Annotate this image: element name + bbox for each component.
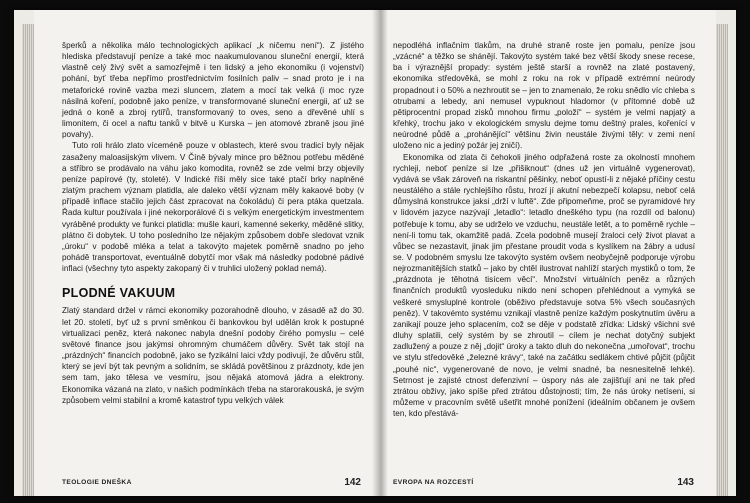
running-footer: EVROPA NA ROZCESTÍ	[393, 479, 474, 486]
paragraph: nepodléhá inflačním tlakům, na druhé straně roste jen pomalu, peníze jsou „vzácné“ a těžko se shánějí. Takovýto systém také bez větší škody snese recese, ba i výraznější propady: systém ještě starší a rovněž na zlaté postavený, ekonomika středověká, se mohl z roku na rok v případě extrémní neúrody propadnout i o 50% a nezhroutit se – jen to znamenalo, že roku snědlo víc chleba s otrubami a lebedy, ani nemusel vypuknout hladomor (v přítomné době už pětiprocentní propad zisků mnohou firmu „položí“ – systém je velmi napjatý a křehký, trochu jako v ekologickém smyslu dejme tomu deštný prales, kořenící v neúrodné půdě a „prohánějící“ většinu živin neustále živými těly: v zemi není uloženo nic a jediný požár jej zničí).	[393, 41, 695, 151]
book-gutter	[372, 10, 388, 496]
paragraph: Zlatý standard držel v rámci ekonomiky pozorahodně dlouho, v zásadě až do 30. let 20. století, byť už s první směnkou či bankovkou byl udělán krok k postupné virtualizaci peněz, která nakonec nabyla dnešní podoby čirého pomyslu – celé světové finance jsou jakýmsi ohromným chumáčem důvěry. Svět tak stojí na „prázdných“ financích podobně, jako se fyzikální laici vždy podivují, že důvěru stůl, který se jeví být tak pevným a solidním, se skládá povětšinou z prázdnoty, kde jen sem tam, jako tělesa ve vesmíru, jsou nějaká atomová jádra a elektrony. Ekonomika vázaná na zlato, v našich podmínkách třeba na starorakouská, je svým způsobem velmi stabilní a kromě katastrof typu velkých válek	[62, 306, 364, 405]
paragraph: šperků a několika málo technologických aplikací „k ničemu není“). Z jistého hlediska představují peníze a také moc naakumulovanou sluneční energií, která vlastně celý živý svět a samozřejmě i ten lidský a jeho ekonomiku (i vojenství) pohání, byť třeba nepřímo prostřednictvím fosilních paliv – snad proto je i na metaforické rovině vazba mezi sluncem, zlatem a mocí tak velká (i moc ryze násilná koření, podobně jako peníze, v transformované sluneční energii, ať už se jedná o koně a zbroj rytířů, transformovaný to oves, seno a dřevěné uhlí s limonitem, či ocel a naftu tanků v bitvě u Kurska – jen atomové zbraně jsou jiné povahy).	[62, 41, 364, 140]
right-page-edges	[716, 24, 728, 496]
book-spread	[14, 10, 736, 496]
page-number: 143	[677, 477, 694, 488]
section-heading: PLODNÉ VAKUUM	[62, 286, 176, 301]
right-page-text	[393, 40, 695, 419]
page-number: 142	[344, 477, 361, 488]
paragraph: Ekonomika od zlata či čehokoli jiného odpřažená roste za okolností mnohem rychleji, neboť peníze si lze „přišiknout“ (dnes už jen virtuálně vygenerovat), vydává se však zároveň na riskantní pěšinky, neboť opustí-li z nějaké příčiny cestu neustálého a stále rychlejšího růstu, hrozí jí akutní nebezpečí kolapsu, neboť celá důmyslná konstrukce jaksi „drží v luftě“. Zde připomeňme, proč se pyramidové hry v lidovém jazyce nazývají „letadlo“: letadlo dneškého typu (na rozdíl od balonu) potřebuje k tomu, aby se udrželo ve vzduchu, neustále letět, a to poměrně rychle – není-li tomu tak, okamžitě padá. Zcela podobně musejí žraloci celý život plavat a vůbec se nezastavit, jinak jim přestane proudit voda s kyslíkem na žábry a udusí se. V podobném smyslu lze takovýto systém ovšem neobyčejně podporuje výrobu nejrozmanitějších statků – jako by chtěl ilustrovat nahlíží starých mystiků o tom, že „prázdnota je těhotná tisícem věcí“. Množství virtuálních peněz a různých finančních produktů vyosleduku nikdo neni schopen přehlédnout a vymyká se veškeré smysluplné kontrole (oběživo představuje sotva 5% všech současných peněz). V takovémto systému vznikají vlastně peníze každým poskytnutím úvěru a zanikají pouze jeho splacením, což se děje v podstatě zřídka: Lidský všichni své dluhy splatili, celý systém by se zhroutil – cílem je nechat dotyčný subjekt zadlužený a pouze z něj „dojit“ úroky a takto dluh do nekonečna „umořovat“, trochu ve stylu středověké „železné krávy“, také na začátku sedlákem chtivé půjčit (půjčit „pouhé nic“, vygenerované de novo, je velmi snadné, ba nesnesitelně lehké). Setrnost je zajisté ctnost defenzivní – úspory nás ale zajišťují ani ne tak před ztrátou obživy, jako spíše před ztrátou důstojnosti; tím, že nás úroky netíseni, si můžeme v pracovním světě ušetřit mnohé ponížení (ideálním občanem je ovšem ten, kdo přestává-	[393, 152, 695, 419]
paragraph: Tuto roli hrálo zlato víceméně pouze v oblastech, které svou tradicí byly nějak zasaženy maloasijským vlivem. V Číně bývaly mince pro běžnou potřebu měděné a stříbro se prodávalo na váhu jako komodita, rovněž se zde velmi brzy objevily peníze papírové (ty, stoleté). V Indické říši měly sice také ptačí brky naplněné zlatým prachem význam platidla, ale daleko větší význam měly kakaové boby (v případě inflace stačilo jejich část zpracovat na čokoládu) či pera ptáka quetzala. Řada kultur používala i jiné nekorporálové či s velkým energetickým investmentem vyráběné produkty ve funkci platidla: mušle kauri, kamenné sekerky, měděné slitky, plátno či dobytek. U toho posledního lze nějakým způsobem dobře sledovat vznik „úroku“ v podobě mléka a telat a takovýto majetek poměrně snadno po jeho pohádě transportovat, eventuálně dobytčí mor však má následky podobné pádivé inflaci (všechny tyto aspekty zakopaný či v truhlici uložený poklad nemá).	[62, 141, 364, 274]
running-footer: TEOLOGIE DNEŠKA	[62, 479, 132, 486]
right-page	[379, 10, 716, 496]
left-page	[34, 10, 379, 496]
left-page-edges	[22, 24, 34, 496]
left-page-text	[62, 40, 364, 406]
